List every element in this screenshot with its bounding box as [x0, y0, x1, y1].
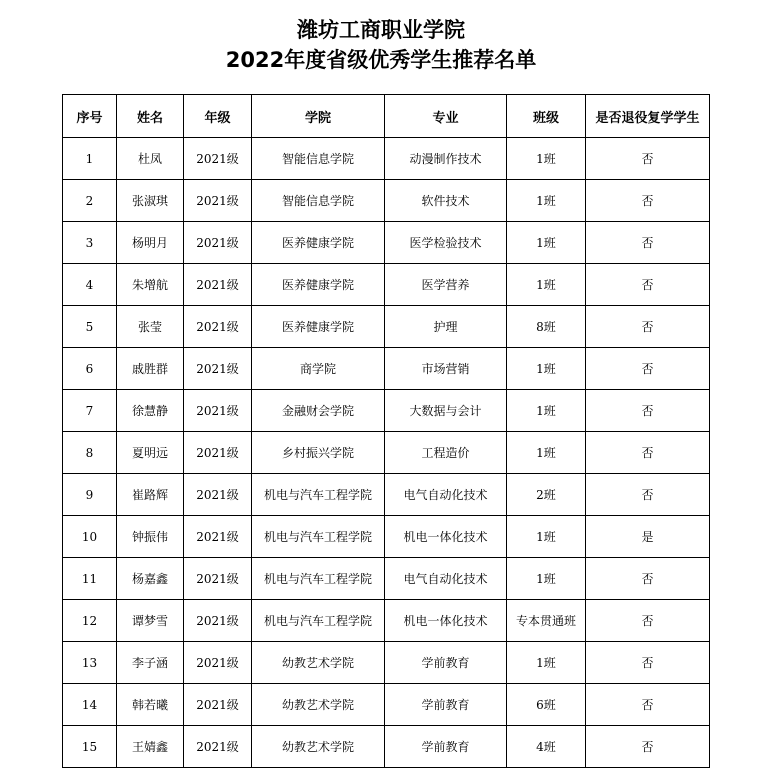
header-name: 姓名 — [117, 95, 184, 138]
major-cell: 学前教育 — [385, 642, 507, 684]
table-row — [63, 474, 710, 516]
college-cell: 智能信息学院 — [252, 180, 385, 222]
name-cell: 杨明月 — [117, 222, 184, 264]
college-cell: 机电与汽车工程学院 — [252, 516, 385, 558]
college-cell: 金融财会学院 — [252, 390, 385, 432]
grade-cell: 2021级 — [184, 516, 252, 558]
veteran-cell: 否 — [586, 180, 710, 222]
table-row — [63, 264, 710, 306]
serial-cell: 12 — [63, 600, 117, 642]
major-cell: 电气自动化技术 — [385, 474, 507, 516]
major-cell: 软件技术 — [385, 180, 507, 222]
veteran-cell: 否 — [586, 222, 710, 264]
major-cell: 学前教育 — [385, 726, 507, 768]
college-cell: 医养健康学院 — [252, 264, 385, 306]
name-cell: 朱增航 — [117, 264, 184, 306]
class-cell: 1班 — [507, 558, 586, 600]
class-cell: 1班 — [507, 390, 586, 432]
college-cell: 机电与汽车工程学院 — [252, 474, 385, 516]
college-cell: 幼教艺术学院 — [252, 642, 385, 684]
class-cell: 8班 — [507, 306, 586, 348]
class-cell: 1班 — [507, 138, 586, 180]
grade-cell: 2021级 — [184, 432, 252, 474]
serial-cell: 11 — [63, 558, 117, 600]
major-cell: 市场营销 — [385, 348, 507, 390]
serial-cell: 7 — [63, 390, 117, 432]
class-cell: 1班 — [507, 516, 586, 558]
college-cell: 智能信息学院 — [252, 138, 385, 180]
serial-cell: 9 — [63, 474, 117, 516]
class-cell: 1班 — [507, 642, 586, 684]
header-major: 专业 — [385, 95, 507, 138]
table-row — [63, 684, 710, 726]
veteran-cell: 否 — [586, 642, 710, 684]
table-row — [63, 516, 710, 558]
table-row — [63, 558, 710, 600]
veteran-cell: 否 — [586, 138, 710, 180]
serial-cell: 8 — [63, 432, 117, 474]
serial-cell: 15 — [63, 726, 117, 768]
veteran-cell: 否 — [586, 684, 710, 726]
name-cell: 杜凤 — [117, 138, 184, 180]
name-cell: 钟振伟 — [117, 516, 184, 558]
veteran-cell: 否 — [586, 390, 710, 432]
veteran-cell: 否 — [586, 348, 710, 390]
class-cell: 2班 — [507, 474, 586, 516]
major-cell: 学前教育 — [385, 684, 507, 726]
major-cell: 医学检验技术 — [385, 222, 507, 264]
grade-cell: 2021级 — [184, 348, 252, 390]
name-cell: 韩若曦 — [117, 684, 184, 726]
grade-cell: 2021级 — [184, 600, 252, 642]
name-cell: 王婧鑫 — [117, 726, 184, 768]
grade-cell: 2021级 — [184, 222, 252, 264]
table-row — [63, 642, 710, 684]
serial-cell: 3 — [63, 222, 117, 264]
serial-cell: 6 — [63, 348, 117, 390]
veteran-cell: 否 — [586, 600, 710, 642]
college-cell: 机电与汽车工程学院 — [252, 558, 385, 600]
name-cell: 张淑琪 — [117, 180, 184, 222]
document-subtitle: 2022年度省级优秀学生推荐名单 — [225, 48, 537, 72]
table-row — [63, 222, 710, 264]
class-cell: 4班 — [507, 726, 586, 768]
table-row — [63, 726, 710, 768]
college-cell: 幼教艺术学院 — [252, 684, 385, 726]
veteran-cell: 否 — [586, 432, 710, 474]
class-cell: 1班 — [507, 180, 586, 222]
serial-cell: 2 — [63, 180, 117, 222]
serial-cell: 5 — [63, 306, 117, 348]
veteran-cell: 否 — [586, 726, 710, 768]
class-cell: 6班 — [507, 684, 586, 726]
table-row — [63, 600, 710, 642]
serial-cell: 4 — [63, 264, 117, 306]
major-cell: 工程造价 — [385, 432, 507, 474]
name-cell: 张莹 — [117, 306, 184, 348]
grade-cell: 2021级 — [184, 138, 252, 180]
class-cell: 专本贯通班 — [507, 600, 586, 642]
grade-cell: 2021级 — [184, 474, 252, 516]
table-header-row — [63, 95, 710, 138]
serial-cell: 13 — [63, 642, 117, 684]
veteran-cell: 否 — [586, 306, 710, 348]
grade-cell: 2021级 — [184, 306, 252, 348]
veteran-cell: 是 — [586, 516, 710, 558]
name-cell: 夏明远 — [117, 432, 184, 474]
name-cell: 戚胜群 — [117, 348, 184, 390]
major-cell: 机电一体化技术 — [385, 600, 507, 642]
veteran-cell: 否 — [586, 264, 710, 306]
name-cell: 崔路辉 — [117, 474, 184, 516]
class-cell: 1班 — [507, 348, 586, 390]
college-cell: 乡村振兴学院 — [252, 432, 385, 474]
table-body — [63, 138, 710, 768]
college-cell: 机电与汽车工程学院 — [252, 600, 385, 642]
name-cell: 杨嘉鑫 — [117, 558, 184, 600]
header-college: 学院 — [252, 95, 385, 138]
major-cell: 护理 — [385, 306, 507, 348]
college-cell: 商学院 — [252, 348, 385, 390]
college-cell: 医养健康学院 — [252, 222, 385, 264]
grade-cell: 2021级 — [184, 642, 252, 684]
grade-cell: 2021级 — [184, 726, 252, 768]
class-cell: 1班 — [507, 264, 586, 306]
serial-cell: 10 — [63, 516, 117, 558]
document-title: 潍坊工商职业学院 — [297, 18, 465, 42]
header-class: 班级 — [507, 95, 586, 138]
college-cell: 幼教艺术学院 — [252, 726, 385, 768]
major-cell: 医学营养 — [385, 264, 507, 306]
grade-cell: 2021级 — [184, 558, 252, 600]
college-cell: 医养健康学院 — [252, 306, 385, 348]
name-cell: 谭梦雪 — [117, 600, 184, 642]
name-cell: 徐慧静 — [117, 390, 184, 432]
table-row — [63, 138, 710, 180]
grade-cell: 2021级 — [184, 684, 252, 726]
table-row — [63, 390, 710, 432]
veteran-cell: 否 — [586, 558, 710, 600]
major-cell: 机电一体化技术 — [385, 516, 507, 558]
grade-cell: 2021级 — [184, 390, 252, 432]
class-cell: 1班 — [507, 222, 586, 264]
header-veteran: 是否退役复学学生 — [586, 95, 710, 138]
name-cell: 李子涵 — [117, 642, 184, 684]
header-grade: 年级 — [184, 95, 252, 138]
major-cell: 大数据与会计 — [385, 390, 507, 432]
header-serial: 序号 — [63, 95, 117, 138]
major-cell: 动漫制作技术 — [385, 138, 507, 180]
table-row — [63, 306, 710, 348]
serial-cell: 1 — [63, 138, 117, 180]
recommendation-table — [62, 94, 710, 768]
class-cell: 1班 — [507, 432, 586, 474]
veteran-cell: 否 — [586, 474, 710, 516]
serial-cell: 14 — [63, 684, 117, 726]
table-row — [63, 348, 710, 390]
table-row — [63, 180, 710, 222]
grade-cell: 2021级 — [184, 180, 252, 222]
major-cell: 电气自动化技术 — [385, 558, 507, 600]
table-row — [63, 432, 710, 474]
grade-cell: 2021级 — [184, 264, 252, 306]
